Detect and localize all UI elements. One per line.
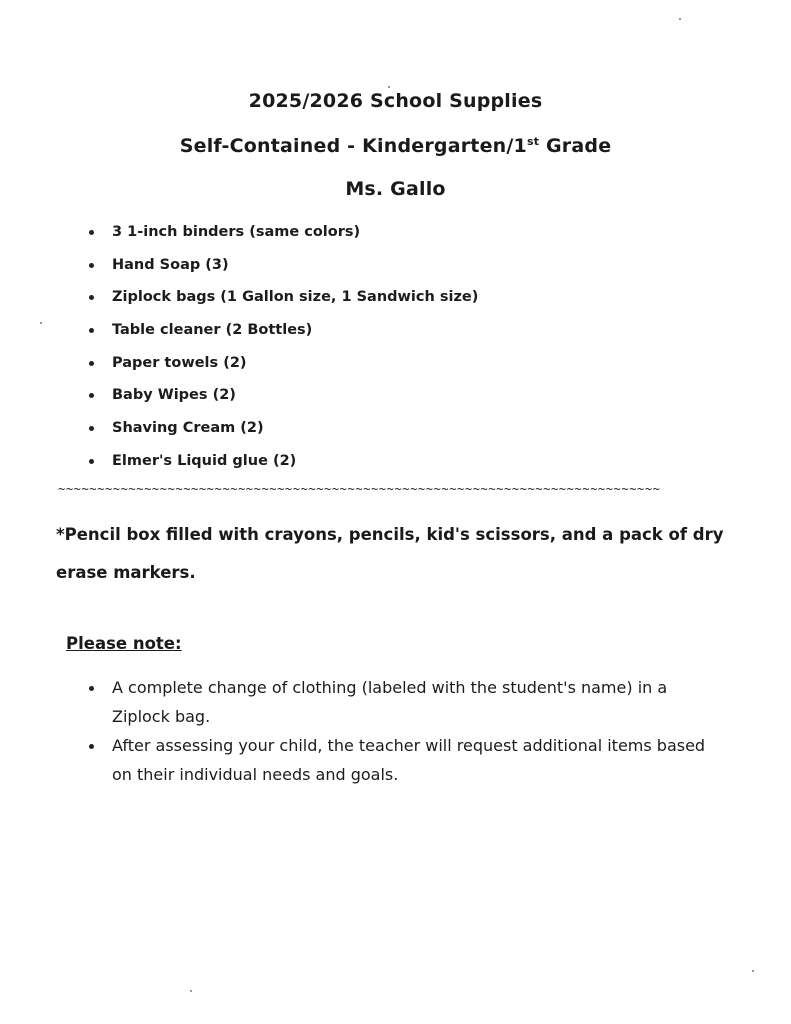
note-item-text: A complete change of clothing (labeled with the student's name) in a Ziplock bag.	[112, 678, 668, 726]
bullet-icon	[89, 361, 94, 366]
document-title: 2025/2026 School Supplies	[248, 90, 543, 112]
note-item	[84, 673, 724, 731]
scan-speck	[679, 18, 681, 20]
bullet-icon	[89, 295, 94, 300]
supply-item	[84, 249, 684, 282]
teacher-name: Ms. Gallo	[345, 178, 446, 200]
subtitle-superscript: st	[526, 135, 540, 148]
supply-list	[84, 216, 684, 478]
supply-item-text: Table cleaner (2 Bottles)	[112, 322, 313, 339]
note-heading: Please note:	[66, 634, 182, 653]
bullet-icon	[89, 328, 94, 333]
supply-item	[84, 445, 684, 478]
supply-item	[84, 412, 684, 445]
bullet-icon	[89, 230, 94, 235]
bullet-icon	[89, 686, 94, 691]
supply-item	[84, 281, 684, 314]
class-subtitle	[0, 135, 791, 157]
subtitle-prefix: Self-Contained - Kindergarten/1	[179, 135, 527, 157]
supply-item-text: Baby Wipes (2)	[112, 387, 236, 404]
bullet-icon	[89, 393, 94, 398]
note-item	[84, 731, 724, 789]
supply-item	[84, 314, 684, 347]
bullet-icon	[89, 744, 94, 749]
pencil-box-note: *Pencil box filled with crayons, pencils, kid's scissors, and a pack of dry erase markers.	[56, 525, 724, 582]
bullet-icon	[89, 263, 94, 268]
bullet-icon	[89, 459, 94, 464]
scan-speck	[190, 990, 192, 992]
supply-item-text: Ziplock bags (1 Gallon size, 1 Sandwich size)	[112, 289, 479, 306]
scan-speck	[752, 970, 754, 972]
bullet-icon	[89, 426, 94, 431]
tilde-divider: ~~~~~~~~~~~~~~~~~~~~~~~~~~~~~~~~~~~~~~~~~~~~~~~~~~~~~~~~~~~~~~~~~~~~~~~~~~~~~	[58, 482, 661, 496]
supply-item	[84, 216, 684, 249]
subtitle-suffix: Grade	[539, 135, 612, 157]
supply-item-text: Shaving Cream (2)	[112, 420, 264, 437]
note-item-text: After assessing your child, the teacher will request additional items based on their individual needs and goals.	[112, 736, 706, 784]
supply-item-text: Paper towels (2)	[112, 354, 247, 371]
supply-item-text: Elmer's Liquid glue (2)	[112, 452, 297, 469]
supply-item-text: 3 1-inch binders (same colors)	[112, 224, 361, 240]
supply-item	[84, 379, 684, 412]
supply-item	[84, 347, 684, 380]
supply-item-text: Hand Soap (3)	[112, 256, 229, 273]
scan-speck	[388, 86, 390, 88]
scan-speck	[40, 322, 42, 324]
note-list	[84, 673, 724, 789]
